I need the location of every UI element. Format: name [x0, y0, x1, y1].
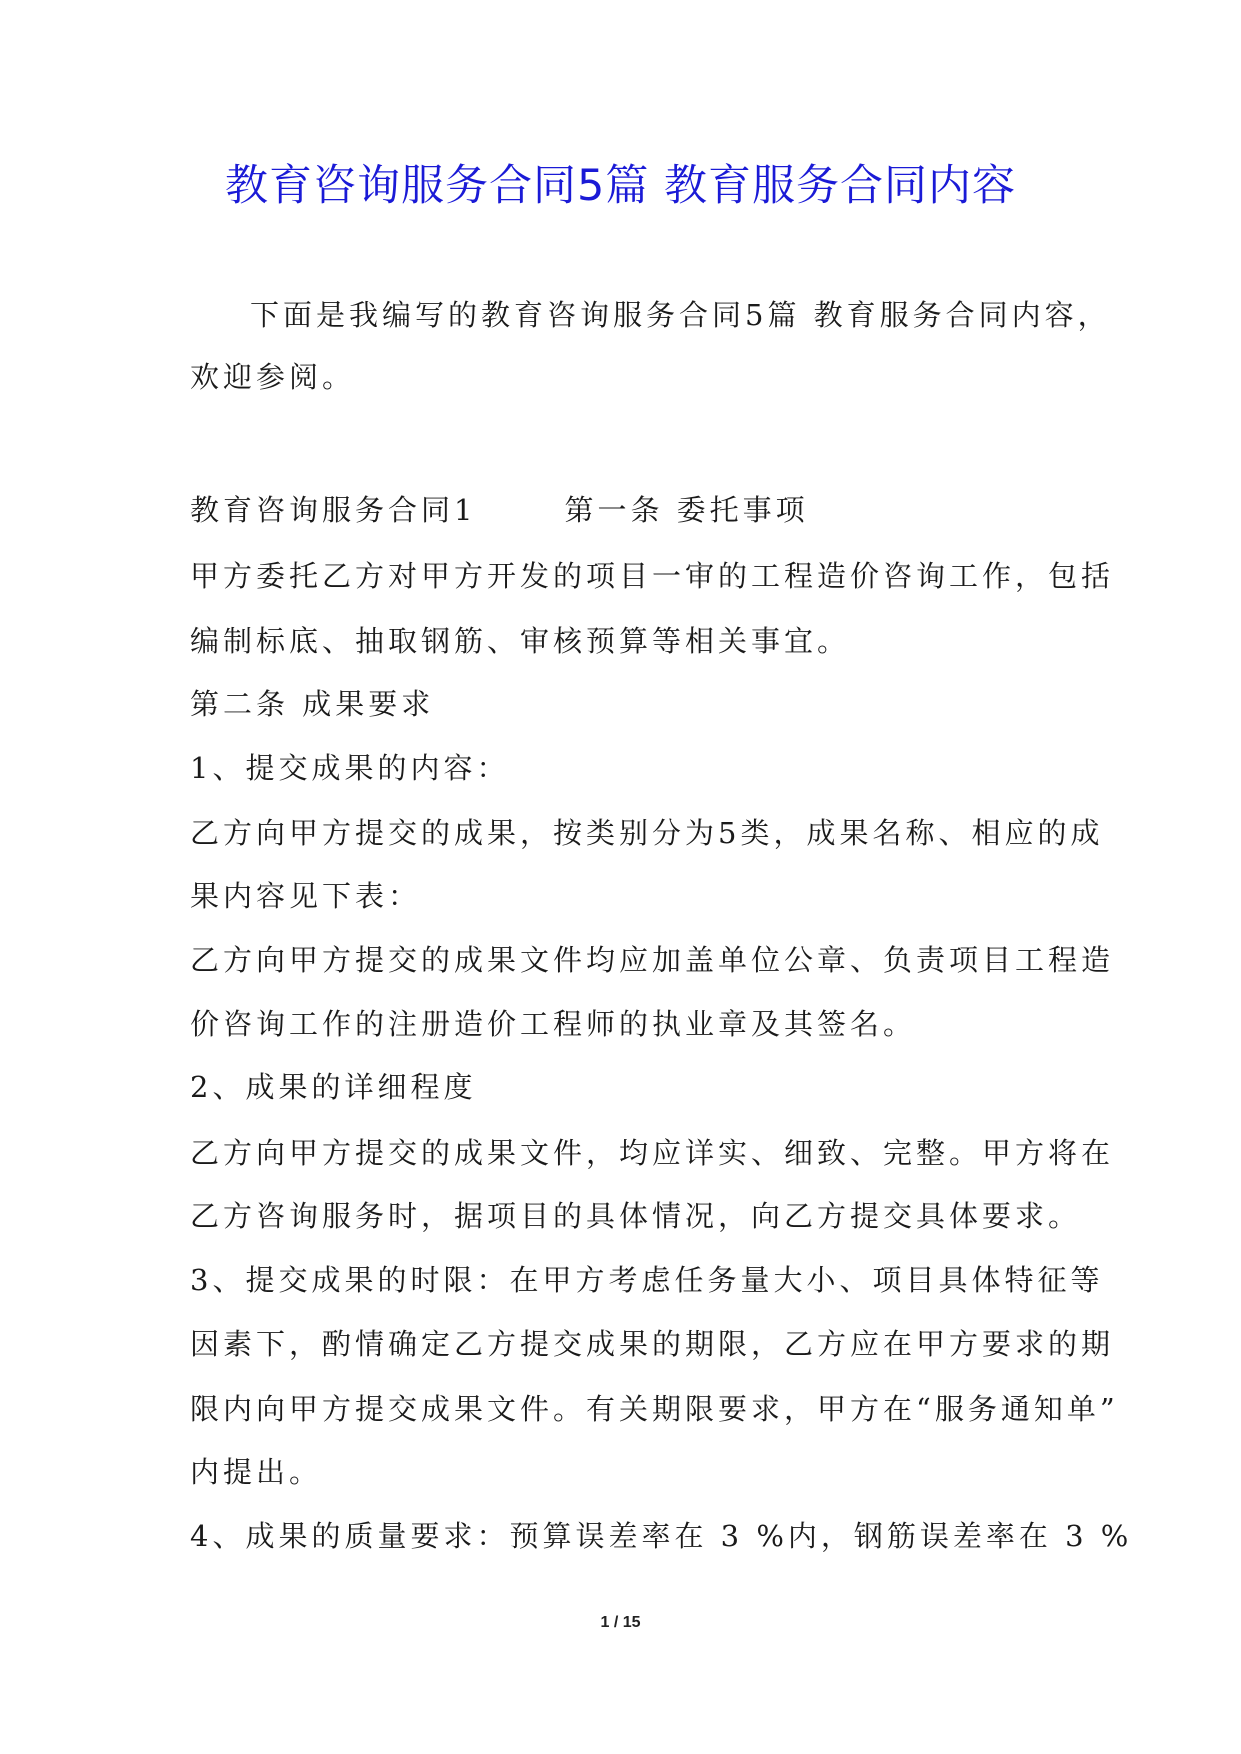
body-line: 乙方向甲方提交的成果文件均应加盖单位公章、负责项目工程造 — [190, 943, 1115, 977]
page-number: 1 / 15 — [600, 1614, 641, 1631]
article-heading: 第一条 委托事项 — [564, 493, 809, 527]
intro-line: 下面是我编写的教育咨询服务合同5篇 教育服务合同内容， — [250, 298, 1111, 332]
body-line: 内提出。 — [190, 1455, 323, 1489]
body-line: 甲方委托乙方对甲方开发的项目一审的工程造价咨询工作，包括 — [190, 559, 1115, 593]
section-heading-row — [190, 490, 809, 530]
section-heading: 教育咨询服务合同1 — [190, 493, 477, 527]
body-line: 限内向甲方提交成果文件。有关期限要求，甲方在“服务通知单” — [190, 1392, 1119, 1426]
body-line: 编制标底、抽取钢筋、审核预算等相关事宜。 — [190, 624, 851, 658]
page-title: 教育咨询服务合同5篇 教育服务合同内容 — [224, 161, 1017, 211]
body-line: 乙方向甲方提交的成果文件，均应详实、细致、完整。甲方将在 — [190, 1136, 1115, 1170]
body-line: 1、提交成果的内容： — [190, 751, 510, 785]
body-line: 价咨询工作的注册造价工程师的执业章及其签名。 — [190, 1007, 917, 1041]
body-line: 4、成果的质量要求：预算误差率在 3 %内，钢筋误差率在 3 % — [190, 1519, 1133, 1553]
body-line: 3、提交成果的时限：在甲方考虑任务量大小、项目具体特征等 — [190, 1263, 1104, 1297]
body-line: 因素下，酌情确定乙方提交成果的期限，乙方应在甲方要求的期 — [190, 1327, 1115, 1361]
body-line: 果内容见下表： — [190, 879, 422, 913]
body-line: 乙方向甲方提交的成果，按类别分为5类，成果名称、相应的成 — [190, 816, 1104, 850]
body-line: 第二条 成果要求 — [190, 687, 435, 721]
body-line: 乙方咨询服务时，据项目的具体情况，向乙方提交具体要求。 — [190, 1199, 1082, 1233]
body-line: 2、成果的详细程度 — [190, 1070, 477, 1104]
intro-line: 欢迎参阅。 — [190, 360, 356, 394]
